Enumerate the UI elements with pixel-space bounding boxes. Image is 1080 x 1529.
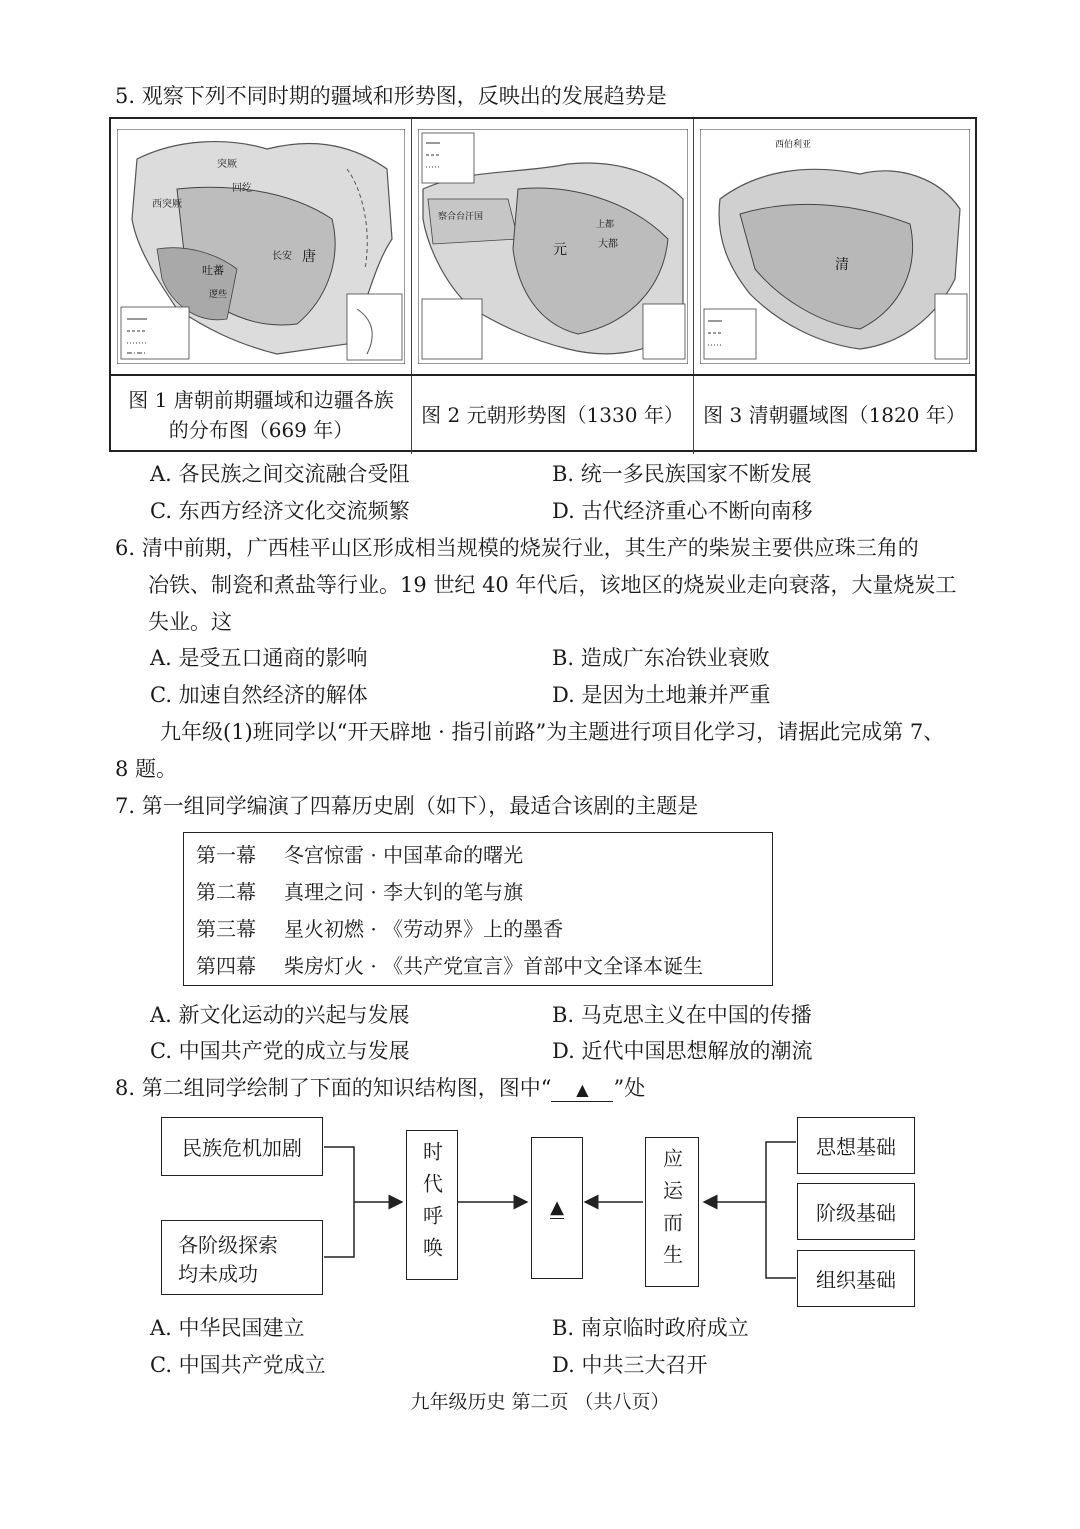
map-tang-label-4: 长安 — [272, 251, 292, 262]
act-1-title: 冬宫惊雷 · 中国革命的曙光 — [284, 843, 524, 867]
q8-stem-after: ”处 — [613, 1076, 646, 1100]
q6-stem-line2: 冶铁、制瓷和煮盐等行业。19 世纪 40 年代后，该地区的烧炭业走向衰落，大量烧炭工 — [148, 573, 957, 597]
map-tang-label-3: 吐蕃 — [202, 264, 224, 277]
map-tang-label-5: 唐 — [302, 249, 316, 265]
diagram-emerged-text: 应运而生 — [659, 1148, 684, 1276]
q8-option-b[interactable]: B. 南京临时政府成立 — [552, 1316, 749, 1340]
map-yuan-caption: 图 2 元朝形势图（1330 年） — [412, 376, 694, 454]
diagram-class-basis: 阶级基础 — [797, 1183, 915, 1240]
q8-stem-before: 8. 第二组同学绘制了下面的知识结构图，图中“ — [115, 1076, 552, 1100]
q8-option-c[interactable]: C. 中国共产党成立 — [150, 1353, 326, 1377]
diagram-era-calls — [406, 1130, 458, 1280]
diagram-ideological-basis: 思想基础 — [797, 1117, 915, 1174]
q5-option-c[interactable]: C. 东西方经济文化交流频繁 — [150, 499, 410, 523]
diagram-center-triangle: ▲ — [550, 1196, 564, 1218]
act-4-title: 柴房灯火 · 《共产党宣言》首部中文全译本诞生 — [284, 954, 704, 978]
map-qing-caption: 图 3 清朝疆域图（1820 年） — [703, 403, 966, 427]
map-tang-label-2: 西突厥 — [152, 199, 182, 210]
diagram-classes-explore — [161, 1220, 323, 1295]
q6-option-c[interactable]: C. 加速自然经济的解体 — [150, 683, 368, 707]
map-tang-caption: 图 1 唐朝前期疆域和边疆各族的分布图（669 年） — [111, 376, 412, 454]
q7-option-c[interactable]: C. 中国共产党的成立与发展 — [150, 1039, 410, 1063]
map-yuan-label-0: 察合台汗国 — [438, 212, 484, 222]
map-tang-label-0: 突厥 — [217, 159, 237, 170]
map-tang-label-6: 逻些 — [209, 290, 228, 300]
q8-option-a[interactable]: A. 中华民国建立 — [150, 1316, 305, 1340]
diagram-era-calls-text: 时代呼唤 — [419, 1141, 444, 1269]
q6-option-a[interactable]: A. 是受五口通商的影响 — [150, 646, 368, 670]
act-4-num: 第四幕 — [196, 954, 256, 978]
act-3-title: 星火初燃 · 《劳动界》上的墨香 — [284, 917, 564, 941]
q5-stem: 5. 观察下列不同时期的疆域和形势图，反映出的发展趋势是 — [115, 84, 667, 108]
diagram-center-blank — [531, 1137, 583, 1279]
map-yuan-label-1: 元 — [553, 242, 567, 258]
diagram-national-crisis: 民族危机加剧 — [161, 1117, 323, 1176]
q7-option-a[interactable]: A. 新文化运动的兴起与发展 — [150, 1003, 410, 1027]
map-qing-label-1: 清 — [835, 257, 849, 273]
q6-option-b[interactable]: B. 造成广东冶铁业衰败 — [552, 646, 770, 670]
q8-option-d[interactable]: D. 中共三大召开 — [552, 1353, 708, 1377]
act-2-title: 真理之问 · 李大钊的笔与旗 — [284, 880, 524, 904]
map-yuan-label-2: 大都 — [598, 239, 618, 250]
q5-option-d[interactable]: D. 古代经济重心不断向南移 — [552, 499, 813, 523]
q6-stem-line1: 6. 清中前期，广西桂平山区形成相当规模的烧炭行业，其生产的柴炭主要供应珠三角的 — [115, 536, 919, 560]
intro-line2: 8 题。 — [115, 757, 178, 781]
diagram-emerged — [645, 1137, 699, 1287]
q5-option-b[interactable]: B. 统一多民族国家不断发展 — [552, 462, 812, 486]
q5-option-a[interactable]: A. 各民族之间交流融合受阻 — [150, 462, 410, 486]
q7-option-b[interactable]: B. 马克思主义在中国的传播 — [552, 1003, 812, 1027]
act-3-num: 第三幕 — [196, 917, 256, 941]
q8-blank: ▲ — [551, 1079, 613, 1102]
map-qing-label-0: 西伯利亚 — [775, 140, 812, 150]
act-2-num: 第二幕 — [196, 880, 256, 904]
map-tang-label-1: 回纥 — [232, 183, 252, 194]
q7-option-d[interactable]: D. 近代中国思想解放的潮流 — [552, 1039, 813, 1063]
diagram-organizational-basis: 组织基础 — [797, 1250, 915, 1307]
q7-stem: 7. 第一组同学编演了四幕历史剧（如下），最适合该剧的主题是 — [115, 794, 699, 818]
intro-line1: 九年级(1)班同学以“开天辟地 · 指引前路”为主题进行项目化学习，请据此完成第 7、 — [160, 720, 945, 744]
q6-option-d[interactable]: D. 是因为土地兼并严重 — [552, 683, 771, 707]
diagram-classes-explore-line2: 均未成功 — [178, 1261, 258, 1286]
map-yuan-label-3: 上都 — [596, 220, 615, 230]
q6-stem-line3: 失业。这 — [148, 610, 232, 634]
page-footer: 九年级历史 第二页 （共八页） — [410, 1391, 670, 1413]
act-1-num: 第一幕 — [196, 843, 256, 867]
diagram-classes-explore-line1: 各阶级探索 — [178, 1232, 278, 1257]
